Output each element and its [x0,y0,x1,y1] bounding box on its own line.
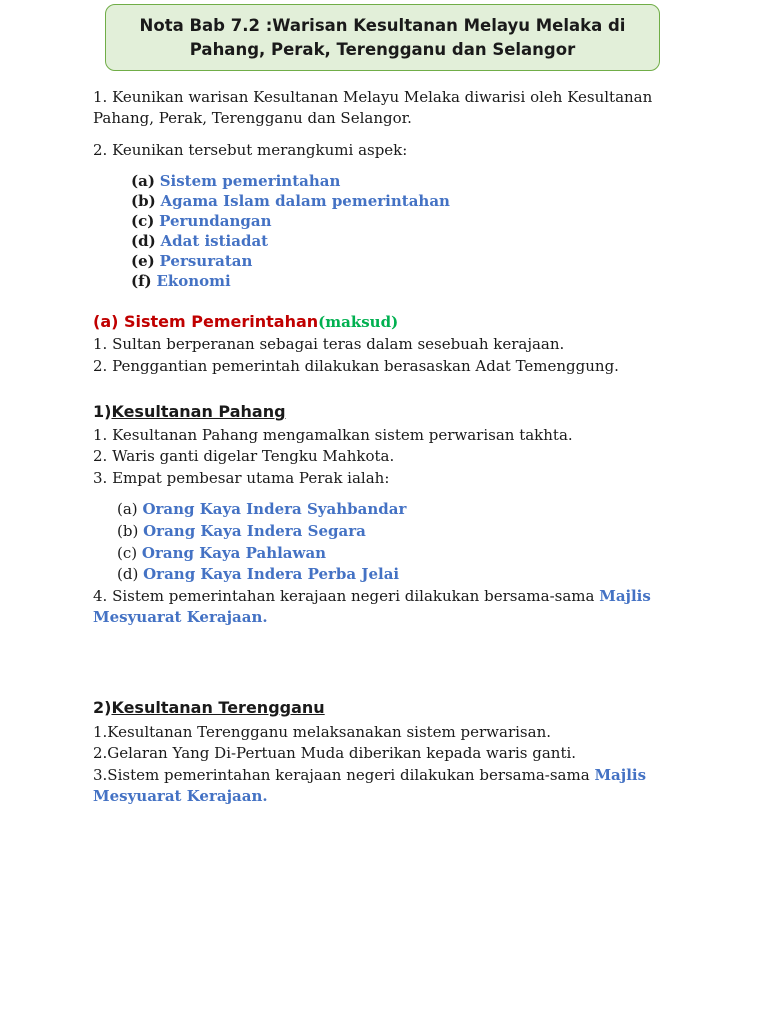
terengganu-point3-blue2: Mesyuarat Kerajaan. [93,787,268,805]
pahang-point4-blue1: Majlis [599,587,651,605]
official-item [117,521,366,542]
aspect-item [131,211,271,232]
terengganu-heading [93,697,325,718]
section-a-line: 1. Sultan berperanan sebagai teras dalam sesebuah kerajaan. [93,335,565,353]
pahang-line: 3. Empat pembesar utama Perak ialah: [93,469,390,487]
official-text: Orang Kaya Pahlawan [141,544,327,562]
official-text: Orang Kaya Indera Segara [143,522,366,540]
title-line-2: Pahang, Perak, Terengganu dan Selangor [189,39,576,59]
intro-p2: 2. Keunikan tersebut merangkumi aspek: [93,141,408,159]
terengganu-line: 1.Kesultanan Terengganu melaksanakan sistem perwarisan. [93,723,552,741]
aspect-label: (d) [131,232,156,250]
terengganu-line: 2.Gelaran Yang Di-Pertuan Muda diberikan kepada waris ganti. [93,744,577,762]
pahang-point4-prefix: 4. Sistem pemerintahan kerajaan negeri dilakukan bersama-sama [93,587,595,605]
terengganu-point3 [93,765,646,786]
intro-p1-line1: 1. Keunikan warisan Kesultanan Melayu Melaka diwarisi oleh Kesultanan [93,88,653,106]
section-a-subtitle: (maksud) [318,313,399,331]
official-text: Orang Kaya Indera Syahbandar [142,500,407,518]
title-box [105,4,660,71]
aspect-label: (e) [131,252,155,270]
official-item [117,543,326,564]
pahang-point4 [93,586,651,607]
aspect-text: Ekonomi [156,272,231,290]
aspect-label: (a) [131,172,155,190]
section-a-title: (a) Sistem Pemerintahan [93,312,319,331]
official-label: (d) [117,565,139,583]
aspect-label: (f) [131,272,152,290]
aspect-text: Agama Islam dalam pemerintahan [160,192,450,210]
intro-p1-line2: Pahang, Perak, Terengganu dan Selangor. [93,109,412,127]
official-label: (b) [117,522,139,540]
official-label: (a) [117,500,138,518]
aspect-label: (b) [131,192,156,210]
pahang-line: 1. Kesultanan Pahang mengamalkan sistem perwarisan takhta. [93,426,573,444]
terengganu-point3-blue1: Majlis [594,766,647,784]
official-item [117,564,399,585]
aspect-label: (c) [131,212,155,230]
official-text: Orang Kaya Indera Perba Jelai [143,565,400,583]
aspect-item [131,171,340,192]
pahang-line: 2. Waris ganti digelar Tengku Mahkota. [93,447,395,465]
section-a-heading [93,311,398,333]
official-item [117,499,406,520]
aspect-text: Sistem pemerintahan [159,172,341,190]
aspect-text: Adat istiadat [160,232,269,250]
aspect-text: Persuratan [159,252,253,270]
aspect-item [131,251,252,272]
official-label: (c) [117,544,138,562]
pahang-point4-blue2: Mesyuarat Kerajaan. [93,608,268,626]
aspect-item [131,231,268,252]
pahang-title: Kesultanan Pahang [111,402,286,421]
terengganu-title: Kesultanan Terengganu [111,698,325,717]
section-a-line: 2. Penggantian pemerintah dilakukan berasaskan Adat Temenggung. [93,357,619,375]
aspect-item [131,271,231,292]
aspect-item [131,191,450,212]
aspect-text: Perundangan [159,212,272,230]
terengganu-number: 2) [93,698,112,717]
terengganu-point3-prefix: 3.Sistem pemerintahan kerajaan negeri dilakukan bersama-sama [93,766,590,784]
pahang-heading [93,401,286,422]
pahang-number: 1) [93,402,112,421]
title-line-1: Nota Bab 7.2 :Warisan Kesultanan Melayu Melaka di [139,15,626,35]
